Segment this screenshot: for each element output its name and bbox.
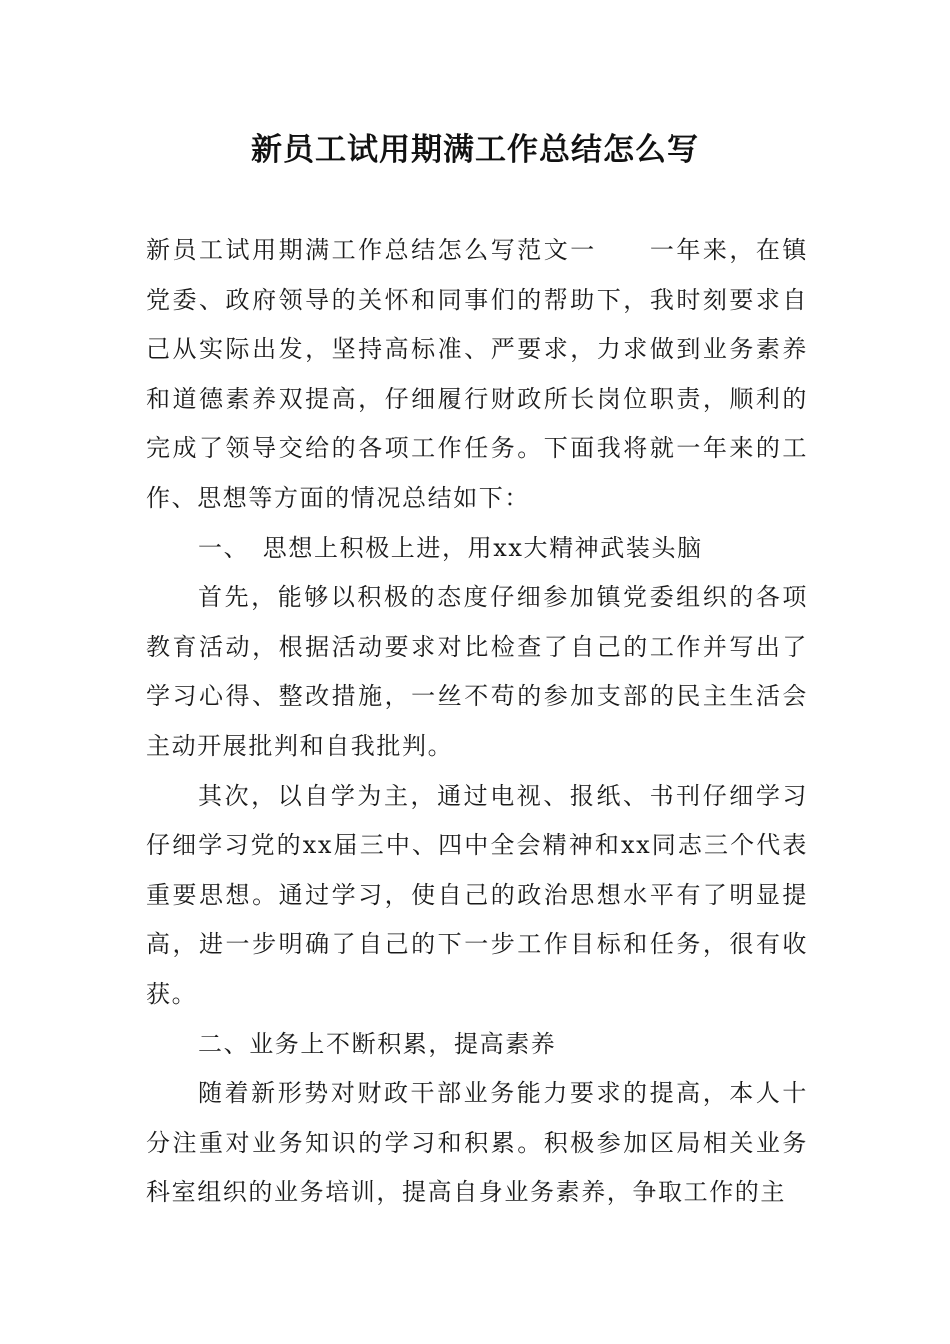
- document-title: 新员工试用期满工作总结怎么写: [251, 132, 699, 168]
- document-body: [146, 226, 808, 1218]
- section-heading-1: 一、 思想上积极上进，用xx大精神武装头脑: [198, 533, 703, 562]
- paragraph-second: 其次，以自学为主，通过电视、报纸、书刊仔细学习仔细学习党的xx届三中、四中全会精神和xx同志三个代表重要思想。通过学习，使自己的政治思想水平有了明显提高，进一步明确了自己的下一步工作目标和任务，很有收获。: [146, 781, 808, 1008]
- paragraph-intro: 新员工试用期满工作总结怎么写范文一 一年来，在镇党委、政府领导的关怀和同事们的帮助下，我时刻要求自己从实际出发，坚持高标准、严要求，力求做到业务素养和道德素养双提高，仔细履行财政所长岗位职责，顺利的完成了领导交给的各项工作任务。下面我将就一年来的工作、思想等方面的情况总结如下：: [146, 236, 808, 512]
- section-heading-2: 二、业务上不断积累，提高素养: [198, 1029, 557, 1058]
- paragraph-third: 随着新形势对财政干部业务能力要求的提高，本人十分注重对业务知识的学习和积累。积极参加区局相关业务科室组织的业务培训，提高自身业务素养，争取工作的主: [146, 1079, 808, 1207]
- paragraph-first: 首先，能够以积极的态度仔细参加镇党委组织的各项教育活动，根据活动要求对比检查了自己的工作并写出了学习心得、整改措施，一丝不苟的参加支部的民主生活会主动开展批判和自我批判。: [146, 583, 808, 760]
